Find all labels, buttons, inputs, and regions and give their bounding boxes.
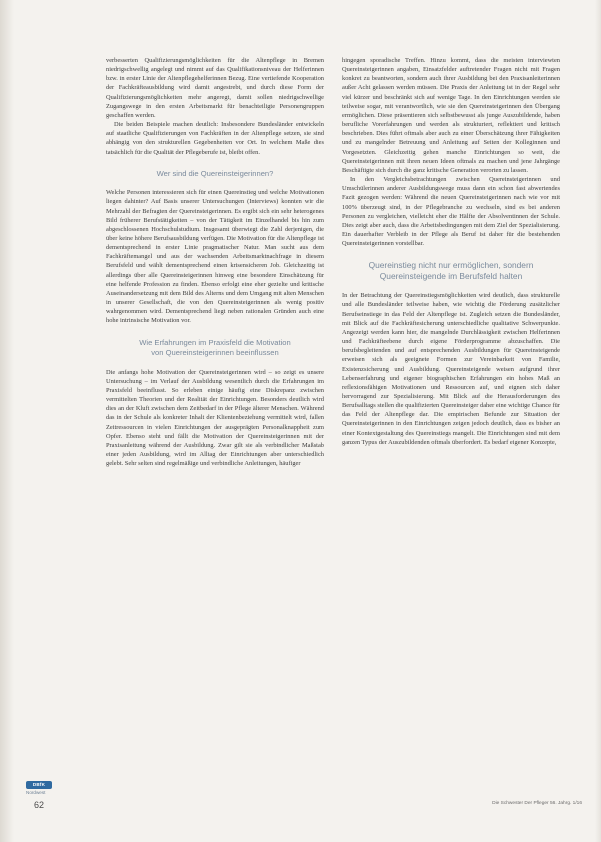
page-number: 62 bbox=[34, 800, 45, 810]
section-heading-line: von Quereinsteigerinnen beeinflussen bbox=[151, 348, 279, 358]
publisher-logo bbox=[26, 781, 54, 795]
body-paragraph: Die anfangs hohe Motivation der Quereinsteigerinnen wird – so zeigt es unsere Untersuchung – im Verlauf der Ausbildung wesentlich durch die Erfahrungen im Praxisfeld beeinflusst. So erleben einige häufig eine Diskrepanz zwischen vermittelten Theorien und der Realität der Einrichtungen. Besonders deutlich wird dies an der Kluft zwischen dem Zeitbedarf in der Pflege älterer Menschen. Während das in der Schule als konkreter Inhalt der Klientenbeziehung vermittelt wird, fallen Zeitressourcen in vielen Einrichtungen der ausgeprägten Personalknappheit zum Opfer. Ebenso steht und fällt die Motivation der Quereinsteigerinnen mit der Praxisanleitung während der Ausbildung. Zwar gilt sie als verbindlicher Maßstab einer jeden Ausbildung, wird im Alltag der Einrichtungen aber unterschiedlich gelebt. Sehr selten sind regelmäßige und verbindliche Anleitungen, häufiger bbox=[106, 368, 324, 468]
section-heading bbox=[342, 260, 560, 282]
page-right-edge bbox=[595, 0, 601, 842]
body-paragraph: In den Vergleichsbetrachtungen zwischen Quereinsteigerinnen und Umschülerinnen anderer Ausbildungswege muss dann ein schon fast abwertendes Fazit gezogen werden: Während die neuen Quereinsteigerinnen nach wie vor mit 100% überzeugt sind, in der Pflegebranche zu wechseln, sind es bei anderen Personen zu vergleichen, vielleicht eher die Hälfte der Absolventinnen der Schule. Dies zeigt aber auch, dass die Arbeitsbedingungen mit dem Ziel der Spezialisierung. Ein dauerhafter Verbleib in der Pflege als Beruf ist daher für die bestehenden Quereinsteigerinnen vorstellbar. bbox=[342, 176, 560, 248]
left-column bbox=[106, 56, 324, 468]
body-paragraph: Die beiden Beispiele machen deutlich: Insbesondere Bundesländer entwickeln auf staatliche Qualifizierungen von Fachkräften in der Altenpflege setzen, sie sind abhängig von den strukturellen Gegebenheiten vor Ort. In welchem Maße dies tatsächlich für die Qualität der Pflegeberufe ist, bleibt offen. bbox=[106, 121, 324, 156]
journal-footer: Die Schwester Der Pfleger 56. Jahrg. 1/16 bbox=[492, 801, 582, 806]
section-heading-line: Quereinsteigende im Berufsfeld halten bbox=[379, 271, 523, 282]
body-paragraph: hingegen sporadische Treffen. Hinzu kommt, dass die meisten interviewten Quereinsteigerinnen angaben, Einsatzfelder auftretender Fragen nicht mit Fragen konkret zu beantworten, sondern auch ihrer Ausbildung bei den Praxisanleiterinnen außer Acht gelassen werden müssen. Die Praxis der Anleitung ist in der Regel sehr viel kürzer und beschränkt sich auf wenige Tage. In den Einrichtungen werden sie teilweise sogar, mit verantwortlich, wie sie den Quereinsteigerinnen den Übergang ermöglichen. Diese präsentieren sich selbstbewusst als junge Auszubildende, haben berufliche Vorerfahrungen und werden als strukturiert, reflektiert und kritisch beschrieben. Dies führt oftmals aber auch zu einer Überschätzung ihrer Fähigkeiten und zu mangelnder Betreuung und Anleitung auf Seiten der Kolleginnen und Vorgesetzten. Gleichzeitig gehen manche Einrichtungen so weit, die Quereinsteigerinnen mit ihren neuen Ideen oftmals zu machen und jene Jahrgänge Beschäftigte sich durch die ganz kritische Generation verorten zu lassen. bbox=[342, 57, 560, 174]
section-heading bbox=[106, 338, 324, 359]
logo-mark: DBfK bbox=[26, 781, 52, 789]
logo-subtitle: Nordwest bbox=[26, 790, 46, 795]
body-paragraph: Welche Personen interessieren sich für einen Quereinstieg und welche Motivationen liegen dahinter? Auf Basis unserer Untersuchungen (Interviews) konnten wir die Mehrzahl der Befragten der Quereinsteigerinnen. Es ergibt sich ein sehr heterogenes Bild früherer Berufstätigkeiten – von der Tätigkeit im Einzelhandel bis hin zum abgeschlossenen Hochschulstudium. Insgesamt überwiegt die Zahl derjenigen, die über keine höhere Berufsausbildung verfügen. Die Motivation für die Altenpflege ist dementsprechend in erster Linie pragmatischer Natur. Man sucht aus dem Fachkräftemangel und aus der wachsenden Arbeitsmarktnachfrage in diesem Berufsfeld und wählt dementsprechend einen krisensicheren Job. Gleichzeitig ist allerdings über alle Quereinsteigerinnen hinweg eine besondere Einschätzung für eine helfende Profession zu finden. Ebenso erfolgt eine eher gezielte und kritische Auseinandersetzung mit dem Bild des Alterns und dem Umgang mit alten Menschen in unserer Gesellschaft, die von den Quereinsteigerinnen als wenig positiv wahrgenommen wird. Dementsprechend liegt neben rationalen Gründen auch eine hohe intrinsische Motivation vor. bbox=[106, 189, 324, 325]
right-column bbox=[342, 56, 560, 447]
section-heading: Wer sind die Quereinsteigerinnen? bbox=[156, 168, 274, 178]
section-heading-line: Wie Erfahrungen im Praxisfeld die Motivation bbox=[139, 337, 291, 347]
page-gutter-shadow bbox=[0, 0, 14, 842]
section-heading-line: Quereinstieg nicht nur ermöglichen, sondern bbox=[368, 260, 534, 271]
body-paragraph: In der Betrachtung der Quereinstiegsmöglichkeiten wird deutlich, dass strukturelle und alle Bundesländer teilweise haben, wie wichtig die Förderung zusätzlicher Berufseinstiege in das Feld der Altenpflege ist. Zugleich setzen die Bundesländer, mit Blick auf die Fachkräftesicherung unterschiedliche qualitative Schwerpunkte. Angezeigt werden kann hier, die mangelnde Durchlässigkeit zwischen Helferinnen und Fachkräfteebene durch eigene Förderprogramme abzuschaffen. Die berufsbegleitenden und auf entsprechenden Ausbildungen für Quereinsteigende erweisen sich als geeignete Formen zur Vereinbarkeit von Familie, Existenzsicherung und Ausbildung. Quereinsteigende weisen aufgrund ihrer Lebenserfahrung und eigener biographischen Erfahrungen ein hohes Maß an reflexionsfähigen Motivationen und Ressourcen auf, und eignen sich daher hervorragend zur Spezialisierung. Mit Blick auf die Herausforderungen des Berufsalltags stellen die qualifizierten Quereinsteiger daher eine wichtige Chance für das Feld der Altenpflege dar. Die empirischen Befunde zur Situation der Quereinsteigerinnen in den Einrichtungen zeigen jedoch deutlich, dass es bisher an einer Kontextgestaltung des Quereinstiegs mangelt. Die Einrichtungen sind mit dem ganzen Typus der Auszubildenden oftmals überfordert. Es bedarf eigener Konzepte, bbox=[342, 292, 560, 446]
body-paragraph: verbesserten Qualifizierungsmöglichkeiten für die Altenpflege in Bremen niedrigschwellig angelegt und nimmt auf das Qualifikationsniveau der Helferinnen bzw. in erster Linie der Altenpflegehelferinnen Bezug. Eine vertiefende Kooperation der Fachkräfteausbildung wird damit angestrebt, und durch diese Form der Qualifizierungsmöglichkeiten mehr angeregt, damit sollen niedrigschwellige Zugangswege in den ersten Arbeitsmarkt für benachteiligte Personengruppen geschaffen werden. bbox=[106, 57, 324, 119]
